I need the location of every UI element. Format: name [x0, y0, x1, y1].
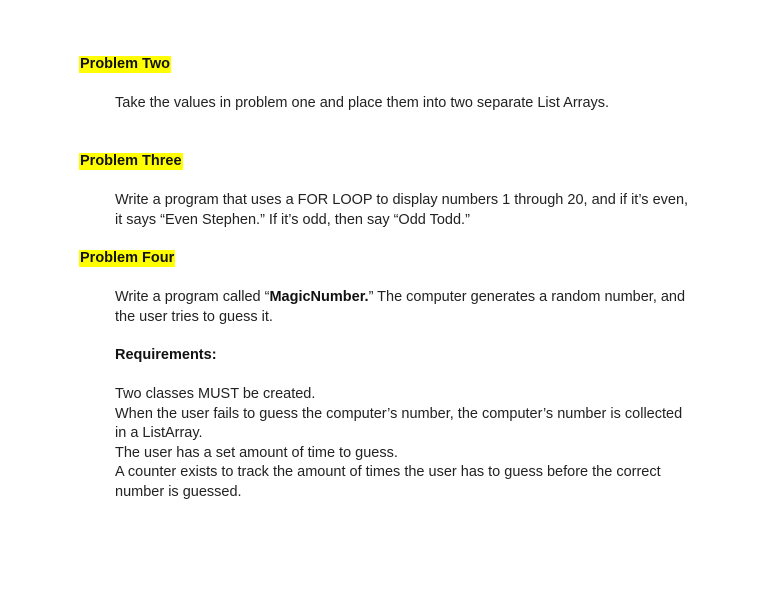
problem-three-line-1: Write a program that uses a FOR LOOP to display numbers 1 through 20, and if it’s even,: [115, 192, 689, 208]
problem-three-heading: Problem Three: [80, 153, 182, 169]
requirement-4-line-2: number is guessed.: [115, 483, 242, 500]
problem-four-intro-line-1: [115, 288, 705, 308]
requirements-label: Requirements:: [115, 347, 217, 363]
requirement-2-line-1: When the user fails to guess the computer’s number, the computer’s number is collected: [115, 405, 683, 422]
problem-three-text: [115, 191, 705, 230]
requirement-2-line-2: in a ListArray.: [115, 425, 203, 441]
problem-four-intro-line-2: the user tries to guess it.: [115, 308, 273, 325]
problem-two-text: [115, 94, 705, 114]
problem-two-line: Take the values in problem one and place them into two separate List Arrays.: [115, 95, 610, 111]
requirement-3: The user has a set amount of time to guess.: [115, 444, 398, 461]
problem-three-line-2: it says “Even Stephen.” If it’s odd, then say “Odd Todd.”: [115, 211, 470, 228]
requirements-label-block: [115, 346, 705, 366]
problem-four-heading: Problem Four: [80, 250, 175, 266]
requirements-list: [115, 385, 705, 502]
intro-pre-text: Write a program called “: [115, 289, 270, 305]
magic-number-term: MagicNumber.: [269, 289, 369, 305]
intro-post-text: ” The computer generates a random number, and: [368, 289, 686, 305]
requirement-1: Two classes MUST be created.: [115, 386, 316, 402]
requirement-4-line-1: A counter exists to track the amount of times the user has to guess before the correct: [115, 464, 661, 480]
problem-two-heading: Problem Two: [80, 56, 170, 72]
problem-four-intro: [115, 288, 705, 327]
